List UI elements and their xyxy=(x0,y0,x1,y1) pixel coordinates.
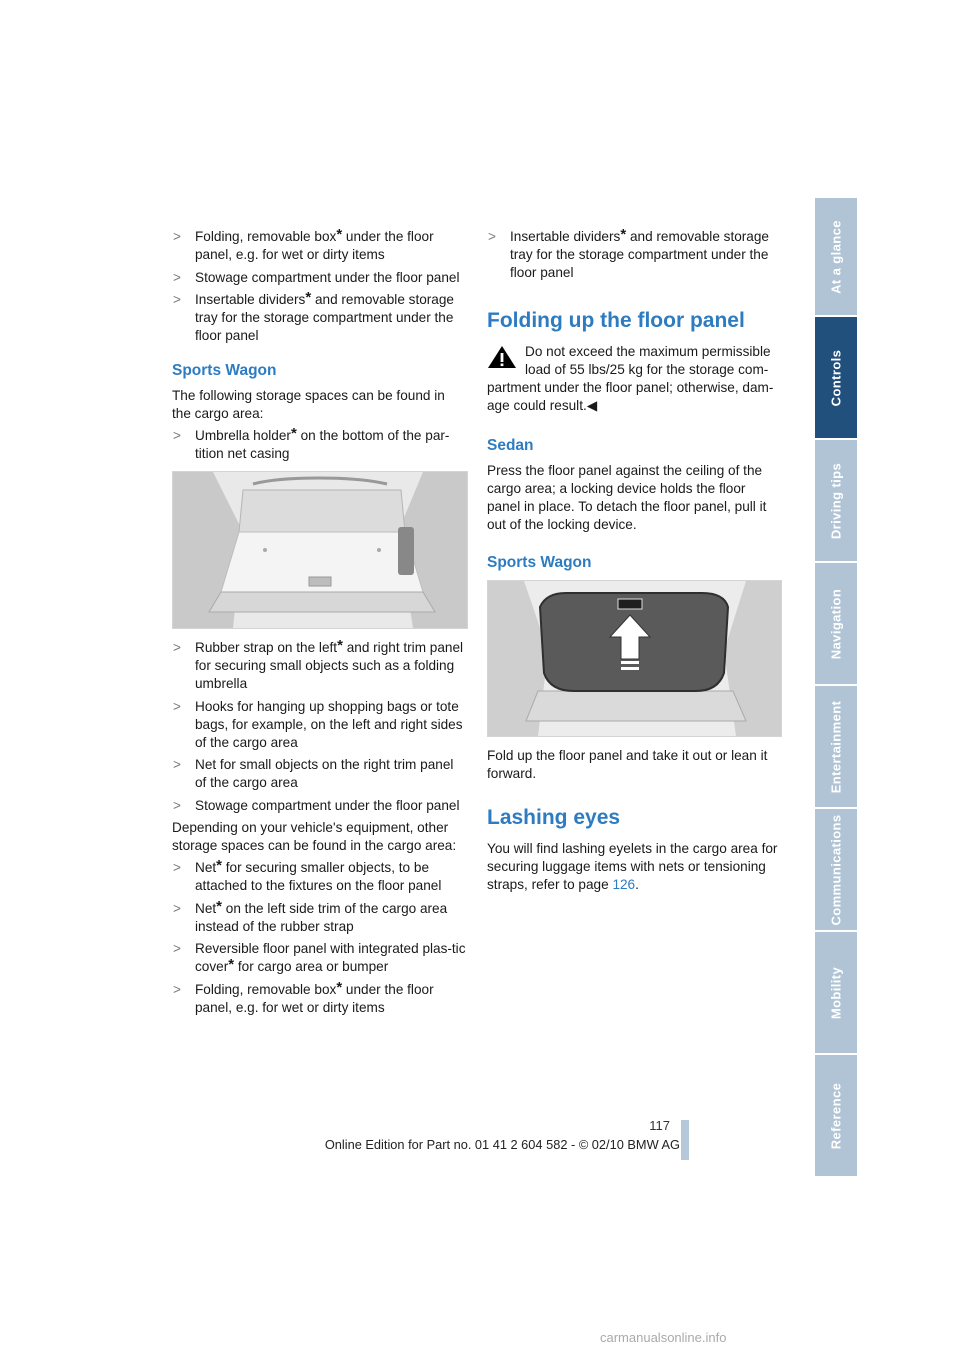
tab-at-a-glance[interactable] xyxy=(815,198,857,317)
bullet-mark: > xyxy=(173,860,181,875)
list-item-text: under the floor panel, e.g. for wet or dirty items xyxy=(195,229,434,262)
optional-equipment-star: * xyxy=(216,897,222,915)
tab-label: Navigation xyxy=(828,588,844,659)
list-item-text: Net for small objects on the right trim panel of the cargo area xyxy=(195,757,454,790)
warning-text: Do not exceed the maximum permissible load of 55 lbs/25 kg for the storage com-partment under the floor panel; otherwise, dam-age could result. xyxy=(487,344,774,413)
left-column xyxy=(172,228,466,1021)
optional-equipment-star: * xyxy=(336,978,343,996)
list-item-text: on the left side trim of the cargo area instead of the rubber strap xyxy=(195,900,448,934)
page-reference-link[interactable]: 126 xyxy=(612,877,636,892)
list-item-text: Stowage compartment under the floor panel xyxy=(195,797,460,813)
bullet-mark: > xyxy=(173,797,181,813)
list-item-text: Reversible floor panel with integrated plas-tic cover xyxy=(195,941,466,974)
list-item-text: Folding, removable box xyxy=(195,229,337,244)
tab-mobility[interactable] xyxy=(815,932,857,1055)
bullet-mark: > xyxy=(173,900,181,916)
lashing-end: . xyxy=(635,877,639,892)
list-item-text: for securing smaller objects, to be attached to the fixtures on the floor panel xyxy=(195,860,442,893)
heading-lashing-eyes: Lashing eyes xyxy=(487,806,621,829)
heading-sports-wagon-right: Sports Wagon xyxy=(487,554,592,571)
tab-label: At a glance xyxy=(828,219,844,294)
optional-equipment-star: * xyxy=(337,637,343,654)
bullet-mark: > xyxy=(173,229,181,244)
list-item xyxy=(172,639,466,693)
list-item-text: and removable storage tray for the storage compartment under the floor panel xyxy=(195,292,454,343)
list-item xyxy=(172,228,466,264)
list-item-text: Hooks for hanging up shopping bags or tote bags, for example, on the left and right sides of the cargo area xyxy=(195,698,463,750)
sports-wagon-intro: The following storage spaces can be found in the cargo area: xyxy=(172,388,445,421)
page-number-bar xyxy=(681,1120,689,1160)
tab-label: Mobility xyxy=(828,966,844,1019)
heading-folding-floor-panel: Folding up the floor panel xyxy=(487,309,745,332)
tab-navigation[interactable] xyxy=(815,563,857,686)
bullet-mark: > xyxy=(173,269,181,285)
floor-panel-photo xyxy=(487,580,782,737)
list-item xyxy=(172,897,466,936)
lashing-body: You will find lashing eyelets in the cargo area for securing luggage items with nets or tensioning straps, refer to page xyxy=(487,841,778,892)
tab-controls[interactable] xyxy=(815,317,857,440)
bullet-mark: > xyxy=(173,292,181,307)
bullet-mark: > xyxy=(488,229,496,244)
list-item-text: Stowage compartment under the floor panel xyxy=(195,269,460,285)
list-item-text: under the floor panel, e.g. for wet or dirty items xyxy=(195,981,434,1015)
tab-driving-tips[interactable] xyxy=(815,440,857,563)
watermark: carmanualsonline.info xyxy=(600,1330,727,1345)
equipment-bullet-list xyxy=(172,859,466,1017)
list-item-text: and right trim panel for securing small objects such as a folding umbrella xyxy=(195,640,464,691)
list-item xyxy=(172,291,466,345)
list-item xyxy=(172,269,466,287)
umbrella-bullet xyxy=(172,427,466,463)
list-item-text: on the bottom of the par-tition net casing xyxy=(195,428,450,461)
tab-label: Entertainment xyxy=(828,700,844,793)
equipment-intro: Depending on your vehicle's equipment, other storage spaces can be found in the cargo area: xyxy=(172,820,457,853)
cargo-area-illustration xyxy=(173,472,467,628)
heading-sports-wagon: Sports Wagon xyxy=(172,362,277,379)
tab-label: Communications xyxy=(828,813,844,926)
warning-note xyxy=(487,343,782,415)
list-item xyxy=(172,698,466,752)
dividers-bullet xyxy=(487,228,782,282)
tab-reference[interactable] xyxy=(815,1055,857,1178)
bullet-mark: > xyxy=(173,698,181,714)
cargo-features-list xyxy=(172,639,466,815)
list-item xyxy=(172,797,466,815)
optional-equipment-star: * xyxy=(290,425,297,442)
list-item xyxy=(172,940,466,976)
optional-equipment-star: * xyxy=(336,226,343,243)
page-number: 117 xyxy=(649,1118,670,1133)
bullet-mark: > xyxy=(173,428,181,443)
optional-equipment-star: * xyxy=(620,226,627,243)
bullet-mark: > xyxy=(173,941,181,956)
list-item-text: Rubber strap on the left xyxy=(195,640,338,655)
end-mark: ◀ xyxy=(586,398,598,413)
list-item-text: Net xyxy=(195,860,217,875)
warning-triangle-icon xyxy=(487,345,517,369)
tab-label: Driving tips xyxy=(828,462,844,539)
list-item-text: Folding, removable box xyxy=(195,981,337,997)
optional-equipment-star: * xyxy=(305,289,312,306)
bullet-mark: > xyxy=(173,640,181,655)
tab-entertainment[interactable] xyxy=(815,686,857,809)
intro-bullet-list xyxy=(172,228,466,345)
footer-edition: Online Edition for Part no. 01 41 2 604 582 - © 02/10 BMW AG xyxy=(324,1137,680,1152)
heading-sedan: Sedan xyxy=(487,437,534,454)
list-item xyxy=(172,859,466,895)
list-item xyxy=(172,756,466,792)
optional-equipment-star: * xyxy=(228,956,235,973)
list-item-text: Insertable dividers xyxy=(510,229,621,244)
list-item xyxy=(172,427,466,463)
tab-communications[interactable] xyxy=(815,809,857,932)
cargo-area-photo xyxy=(172,471,468,629)
list-item-text: for cargo area or bumper xyxy=(234,959,389,974)
lashing-text xyxy=(487,840,782,894)
list-item-text: Net xyxy=(195,900,217,916)
floor-panel-illustration xyxy=(488,581,781,736)
optional-equipment-star: * xyxy=(216,857,222,874)
bullet-mark: > xyxy=(173,757,181,772)
fold-text: Fold up the floor panel and take it out or lean it forward. xyxy=(487,748,768,781)
list-item-text: Umbrella holder xyxy=(195,428,291,443)
list-item xyxy=(172,978,466,1017)
tab-label: Controls xyxy=(828,349,844,406)
bullet-mark: > xyxy=(173,981,181,997)
sedan-text: Press the floor panel against the ceiling of the cargo area; a locking device holds the floor panel in place. To detach the floor panel, pull it out of the locking device. xyxy=(487,463,767,532)
tab-label: Reference xyxy=(828,1082,844,1149)
right-column xyxy=(487,228,782,898)
list-item-text: and removable storage tray for the storage compartment under the floor panel xyxy=(510,229,769,280)
list-item-text: Insertable dividers xyxy=(195,292,306,307)
chapter-tabs xyxy=(815,198,857,1178)
list-item xyxy=(487,228,782,282)
